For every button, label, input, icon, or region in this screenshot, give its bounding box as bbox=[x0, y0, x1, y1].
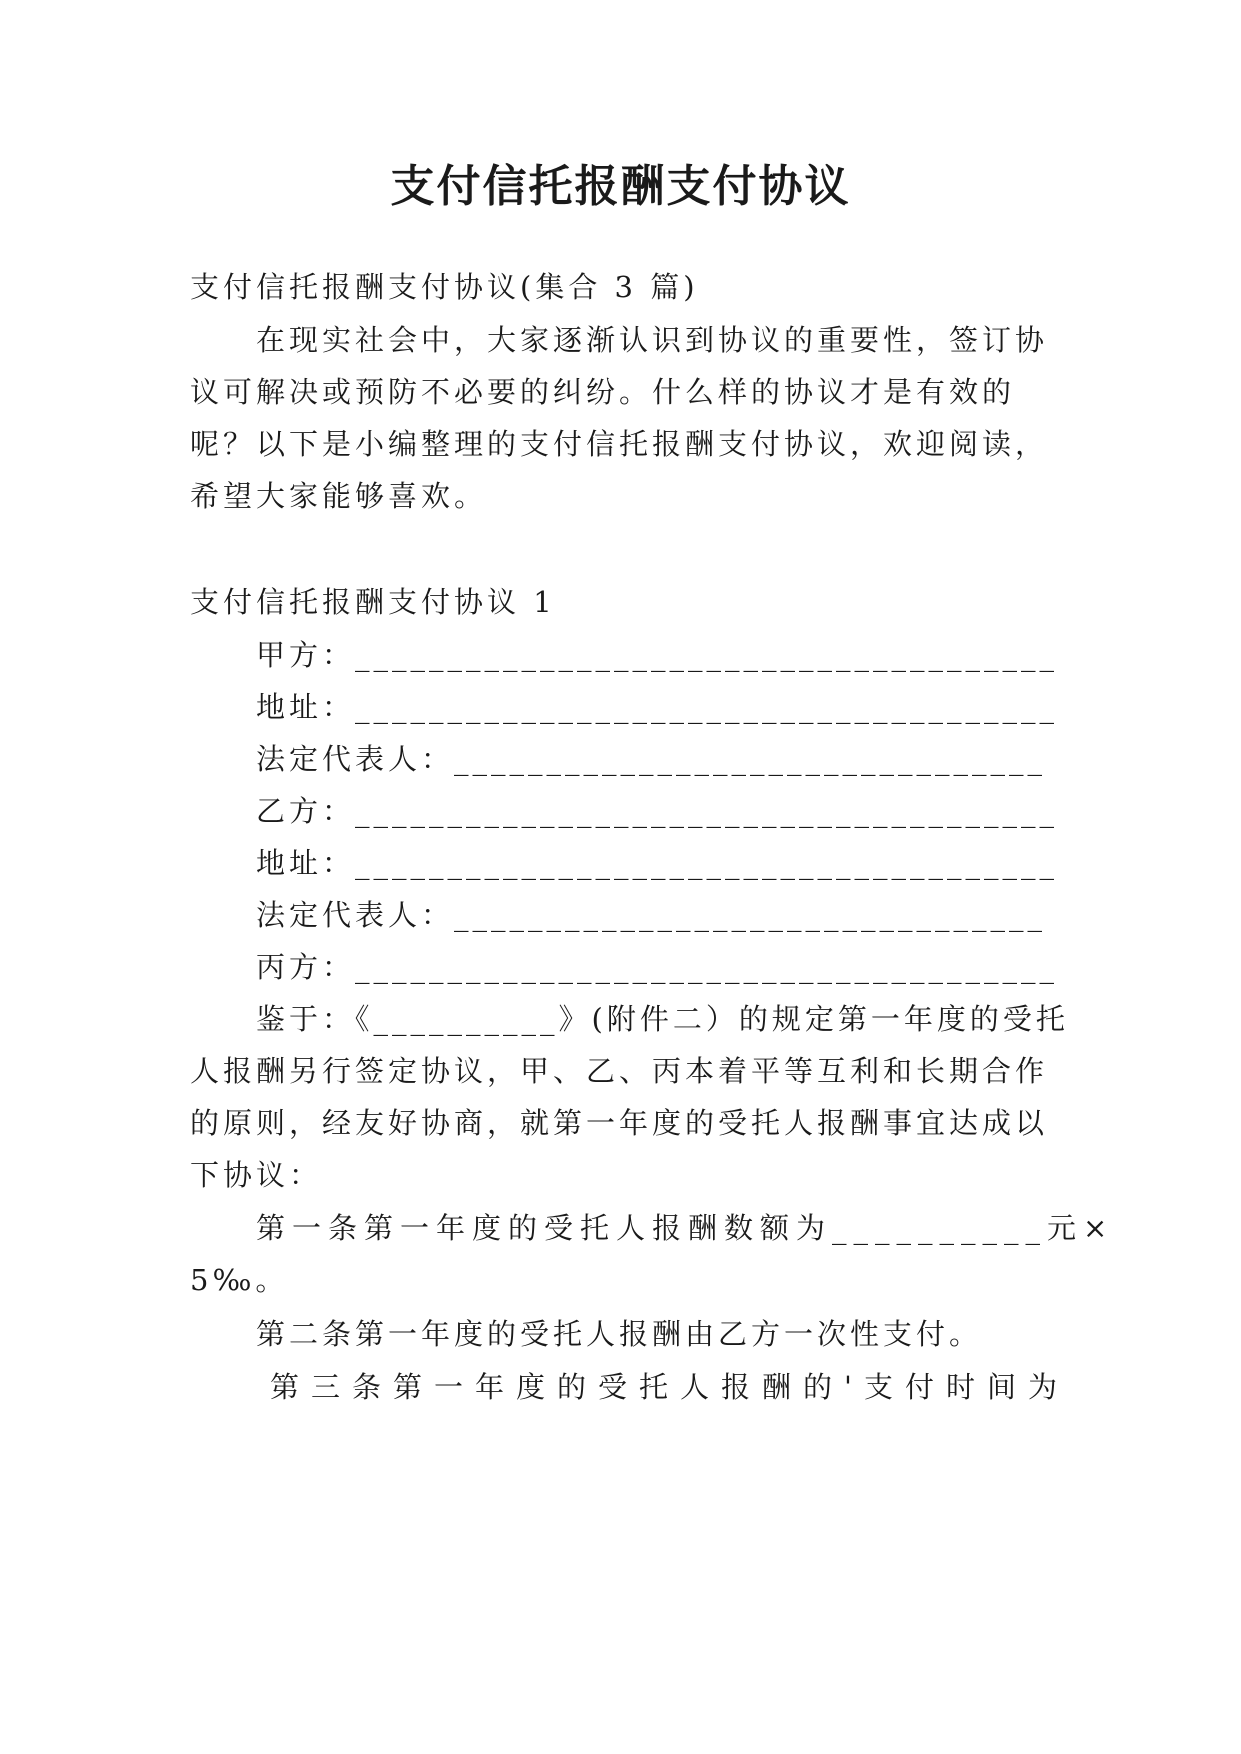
field-legal-rep-b: 法定代表人：________________________________ bbox=[256, 898, 1047, 932]
intro-line-1: 在现实社会中，大家逐渐认识到协议的重要性，签订协 bbox=[256, 323, 1049, 357]
article-2: 第二条第一年度的受托人报酬由乙方一次性支付。 bbox=[256, 1317, 983, 1351]
article-1-line-1: 第一条第一年度的受托人报酬数额为__________元× bbox=[256, 1211, 1115, 1245]
field-party-b: 乙方：______________________________________ bbox=[256, 794, 1059, 828]
intro-line-2: 议可解决或预防不必要的纠纷。什么样的协议才是有效的 bbox=[190, 375, 1016, 409]
field-legal-rep-a: 法定代表人：________________________________ bbox=[256, 742, 1047, 776]
section-heading: 支付信托报酬支付协议 1 bbox=[190, 585, 556, 619]
whereas-line-1: 鉴于：《__________》(附件二）的规定第一年度的受托 bbox=[256, 1002, 1069, 1036]
field-address-b: 地址：______________________________________ bbox=[256, 846, 1059, 880]
field-party-c: 丙方：______________________________________ bbox=[256, 950, 1059, 984]
field-party-a: 甲方：______________________________________ bbox=[256, 638, 1059, 672]
article-3: 第三条第一年度的受托人报酬的'支付时间为 bbox=[270, 1370, 1069, 1404]
intro-line-3: 呢？以下是小编整理的支付信托报酬支付协议，欢迎阅读， bbox=[190, 427, 1049, 461]
document-title: 支付信托报酬支付协议 bbox=[390, 161, 851, 212]
document-subtitle: 支付信托报酬支付协议(集合 3 篇) bbox=[190, 270, 699, 304]
article-1-line-2: 5‰。 bbox=[190, 1263, 289, 1297]
whereas-line-3: 的原则，经友好协商，就第一年度的受托人报酬事宜达成以 bbox=[190, 1106, 1049, 1140]
field-address-a: 地址：______________________________________ bbox=[256, 690, 1059, 724]
whereas-line-2: 人报酬另行签定协议，甲、乙、丙本着平等互利和长期合作 bbox=[190, 1054, 1049, 1088]
intro-line-4: 希望大家能够喜欢。 bbox=[190, 479, 488, 513]
whereas-line-4: 下协议： bbox=[190, 1158, 323, 1192]
